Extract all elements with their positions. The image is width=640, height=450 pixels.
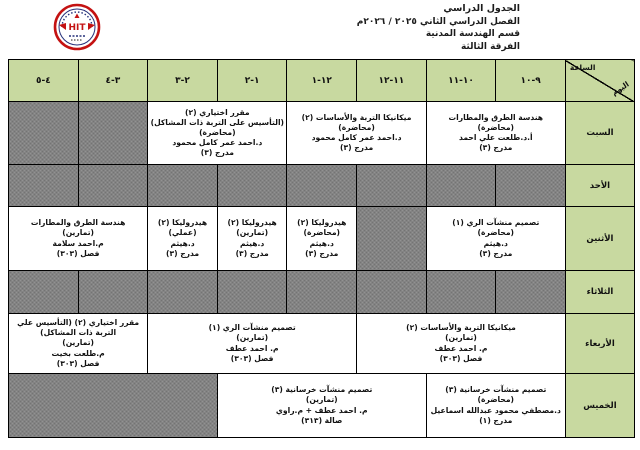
empty-slot-tuesday-2 [357, 271, 427, 314]
day-label-saturday: السبت [565, 102, 634, 165]
schedule-row-tuesday [9, 271, 635, 314]
course-line: (محاضرة) [199, 127, 236, 137]
course-cell-thursday-0 [426, 374, 565, 438]
course-line: مدرج (٣) [339, 143, 374, 153]
time-slot-header-3: ١٢-١ [287, 60, 357, 102]
course-line: فصل (٣٠٣) [56, 248, 100, 258]
course-line: مقرر اختياري (٢) (التأسيس علي التربة ذات المشاكل) [17, 318, 140, 338]
schedule-row-monday [9, 207, 635, 271]
course-cell-saturday-0 [426, 102, 565, 165]
course-cell-saturday-1 [287, 102, 426, 165]
course-line: م. احمد عطف + م.راوي [275, 405, 368, 415]
course-line: هيدروليكا (٢) [297, 218, 347, 228]
corner-hour-day-cell [565, 60, 634, 102]
empty-slot-tuesday-5 [148, 271, 218, 314]
course-line: هيدروليكا (٢) [157, 218, 208, 228]
schedule-row-sunday [9, 165, 635, 207]
day-label-tuesday: الثلاثاء [565, 271, 634, 314]
course-line: تصميم منشآت خرسانية (٣) [271, 385, 373, 395]
corner-hour-label: الساعة [569, 63, 596, 72]
document-header [290, 3, 520, 53]
time-slot-header-1: ١٠-١١ [426, 60, 496, 102]
course-line: فصل (٣٠٣) [439, 353, 483, 363]
institute-logo-emblem [53, 3, 101, 51]
course-line: د.هيثم [240, 238, 265, 248]
course-line: مدرج (٣) [479, 143, 513, 153]
day-label-monday: الأثنين [565, 207, 634, 271]
empty-slot-sunday-4 [217, 165, 287, 207]
department-line: قسم الهندسة المدنية [425, 29, 520, 39]
course-line: م. احمد عطف [225, 343, 279, 353]
empty-slot-thursday-2 [9, 374, 218, 438]
course-line: مدرج (٣) [165, 248, 200, 258]
course-line: (تمارين) [236, 333, 269, 343]
course-cell-wednesday-2 [9, 314, 148, 374]
course-line: تصميم منشآت الري (١) [452, 218, 540, 228]
logo-text: HIT [68, 23, 86, 33]
course-cell-monday-5 [9, 207, 148, 271]
course-line: (تمارين) [305, 395, 338, 405]
course-cell-monday-4 [148, 207, 218, 271]
course-line: (محاضرة) [338, 122, 375, 132]
course-line: فصل (٣٠٣) [230, 353, 274, 363]
course-line: م.احمد سلامة [52, 238, 104, 248]
course-cell-wednesday-0 [357, 314, 566, 374]
semester-line: الفصل الدراسي الثاني ٢٠٢٥ / ٢٠٢٦م [356, 16, 520, 27]
empty-slot-sunday-2 [357, 165, 427, 207]
year-line: الفرقة الثالثة [460, 41, 520, 52]
empty-slot-sunday-6 [78, 165, 148, 207]
day-label-sunday: الأحد [565, 165, 634, 207]
empty-slot-tuesday-0 [496, 271, 566, 314]
course-line: م. احمد عطف [434, 343, 488, 353]
corner-day-label: اليوم [610, 79, 631, 98]
course-line: ميكانيكا التربة والأساسات (٢) [301, 112, 412, 122]
course-line: م.طلعت بخيت [51, 348, 105, 358]
course-line: تصميم منشآت خرسانية (٣) [445, 385, 547, 395]
course-line: (تمارين) [62, 228, 95, 238]
time-slot-header-7: ٤-٥ [9, 60, 79, 102]
day-label-thursday: الخميس [565, 374, 634, 438]
empty-slot-sunday-1 [426, 165, 496, 207]
course-cell-monday-0 [426, 207, 565, 271]
course-line: مدرج (٣) [479, 248, 513, 258]
course-line: أ.د.طلعت علي احمد [458, 133, 533, 142]
empty-slot-monday-1 [357, 207, 427, 271]
course-line: (التأسيس على التربة ذات المشاكل) [150, 117, 285, 127]
course-line: (محاضرة) [477, 228, 515, 238]
course-line: (محاضرة) [477, 122, 515, 132]
course-line: صالة (٣١٣) [301, 415, 343, 425]
empty-slot-saturday-4 [9, 102, 79, 165]
course-cell-thursday-1 [217, 374, 426, 438]
empty-slot-tuesday-4 [217, 271, 287, 314]
course-cell-monday-2 [287, 207, 357, 271]
schedule-row-thursday [9, 374, 635, 438]
course-line: (محاضرة) [477, 395, 515, 405]
empty-slot-sunday-3 [287, 165, 357, 207]
course-line: (تمارين) [445, 333, 477, 343]
course-line: (تمارين) [62, 338, 95, 348]
course-cell-monday-3 [217, 207, 287, 271]
day-label-wednesday: الأربعاء [565, 314, 634, 374]
course-line: هندسة الطرق والمطارات [30, 218, 126, 228]
course-line: مدرج (٣) [200, 148, 234, 158]
institute-logo [53, 3, 101, 51]
time-slot-header-4: ١-٢ [217, 60, 287, 102]
empty-slot-sunday-0 [496, 165, 566, 207]
course-line: ميكانيكا التربة والأساسات (٢) [406, 323, 516, 333]
course-line: تصميم منشآت الري (١) [208, 323, 296, 333]
course-line: هندسة الطرق والمطارات [448, 112, 544, 122]
time-slot-header-0: ٩-١٠ [496, 60, 566, 102]
schedule-row-wednesday [9, 314, 635, 374]
course-line: د.احمد عمر كامل محمود [311, 133, 402, 142]
empty-slot-tuesday-7 [9, 271, 79, 314]
course-line: (محاضرة) [303, 228, 341, 238]
empty-slot-sunday-7 [9, 165, 79, 207]
empty-slot-tuesday-6 [78, 271, 148, 314]
course-line: فصل (٣٠٣) [56, 358, 100, 368]
course-line: د.احمد عمر كامل محمود [172, 138, 263, 147]
schedule-row-saturday [9, 102, 635, 165]
course-cell-wednesday-1 [148, 314, 357, 374]
document-title: الجدول الدراسي [443, 3, 520, 14]
empty-slot-tuesday-1 [426, 271, 496, 314]
time-slot-header-2: ١١-١٢ [357, 60, 427, 102]
time-slot-header-6: ٣-٤ [78, 60, 148, 102]
empty-slot-sunday-5 [148, 165, 218, 207]
course-line: مدرج (١) [479, 415, 513, 425]
course-line: د.هيثم [483, 238, 508, 248]
empty-slot-saturday-3 [78, 102, 148, 165]
course-line: د.مصطفي محمود عبدالله اسماعيل [430, 405, 561, 415]
empty-slot-tuesday-3 [287, 271, 357, 314]
course-line: (عملي) [168, 228, 197, 238]
time-slot-header-5: ٢-٣ [148, 60, 218, 102]
course-line: د.هيثم [170, 238, 195, 248]
course-line: مدرج (٣) [235, 248, 269, 258]
course-line: (تمارين) [236, 228, 269, 238]
course-cell-saturday-2 [148, 102, 287, 165]
course-line: هيدروليكا (٢) [227, 218, 277, 228]
course-line: مدرج (٣) [305, 248, 339, 258]
timetable [8, 59, 635, 438]
course-line: مقرر اختياري (٢) [185, 107, 250, 117]
course-line: د.هيثم [309, 238, 334, 248]
